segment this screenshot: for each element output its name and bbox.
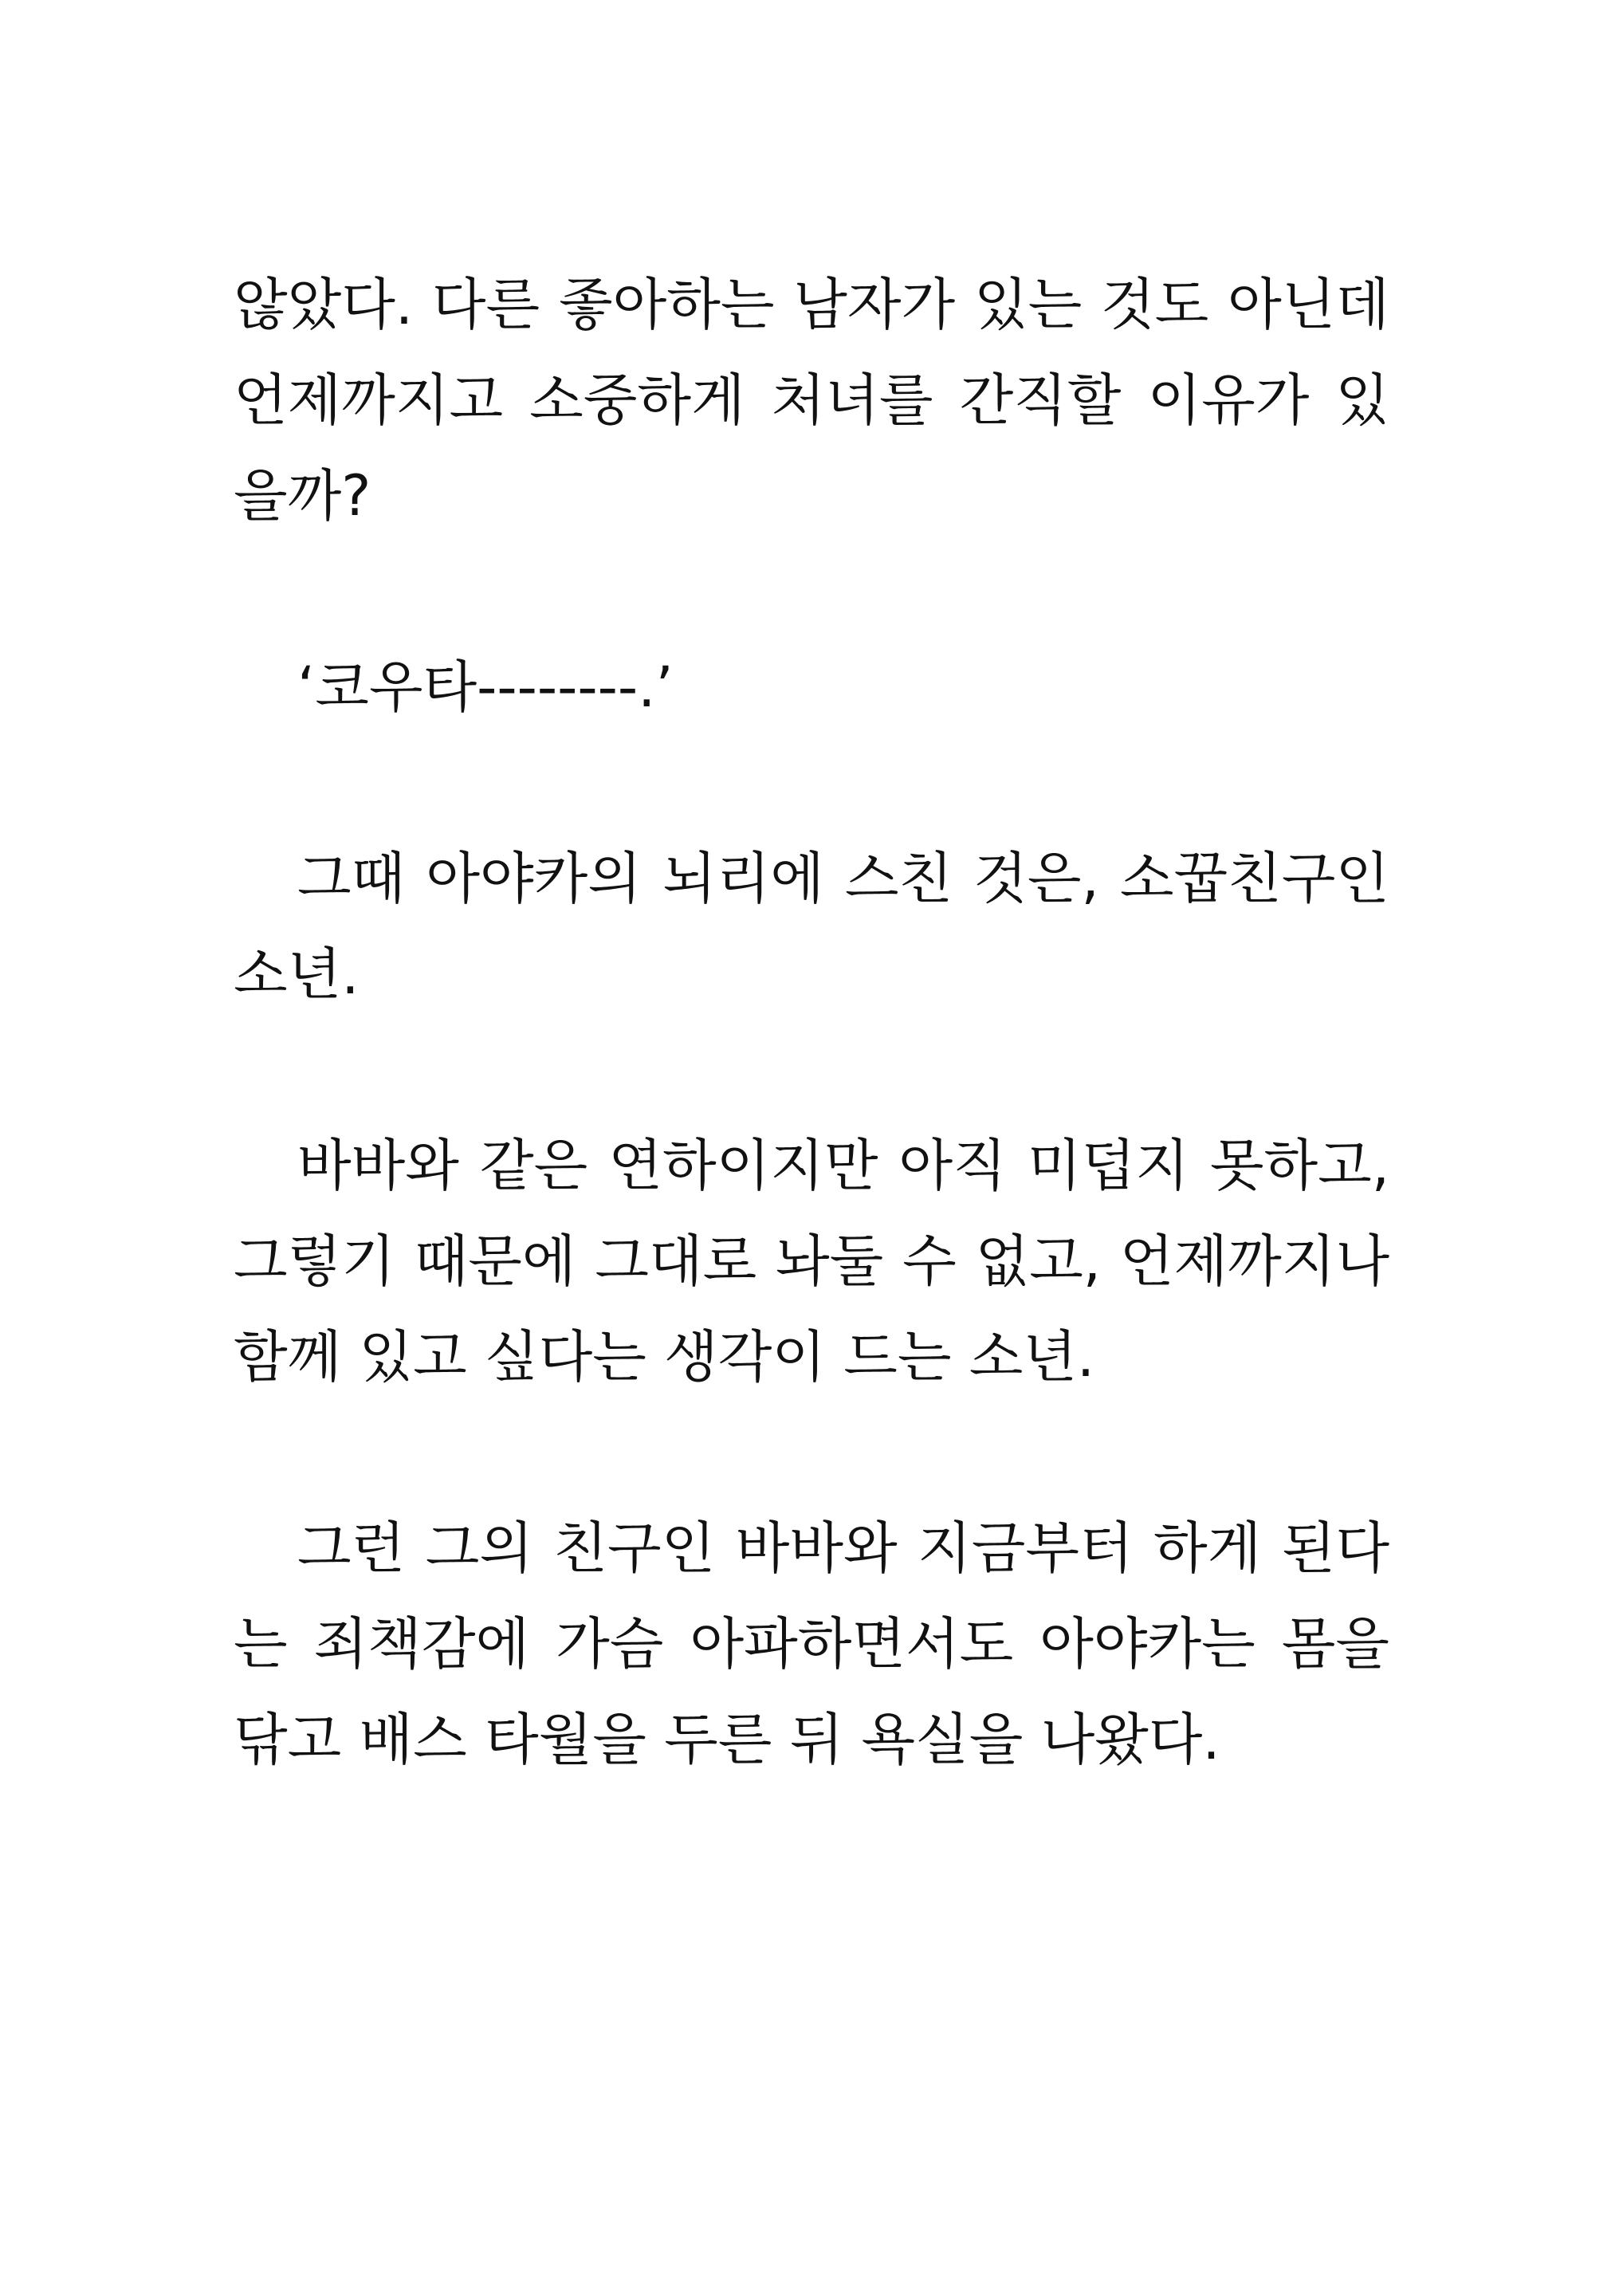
paragraph-2: ‘코우타--------.’ (297, 655, 674, 720)
body-text (234, 257, 1389, 1787)
paragraph-5: 그런 그의 친구인 바바와 지금부터 하게 된다는 죄책감에 가슴 아파하면서도 아야카는 몸을 닦고 배스 타월을 두른 뒤 욕실을 나왔다. (234, 1516, 1389, 1772)
paragraph-3: 그때 아야카의 뇌리에 스친 것은, 소꿉친구인 소년. (234, 846, 1389, 1007)
paragraph-4: 바바와 같은 연하이지만 아직 미덥지 못하고, 그렇기 때문에 그대로 놔둘 수 없고, 언제까지나 함께 있고 싶다는 생각이 드는 소년. (234, 1133, 1389, 1390)
paragraph-1: 않았다. 다른 좋아하는 남자가 있는 것도 아닌데 언제까지고 소중하게 처녀를 간직할 이유가 있을까? (234, 272, 1389, 529)
